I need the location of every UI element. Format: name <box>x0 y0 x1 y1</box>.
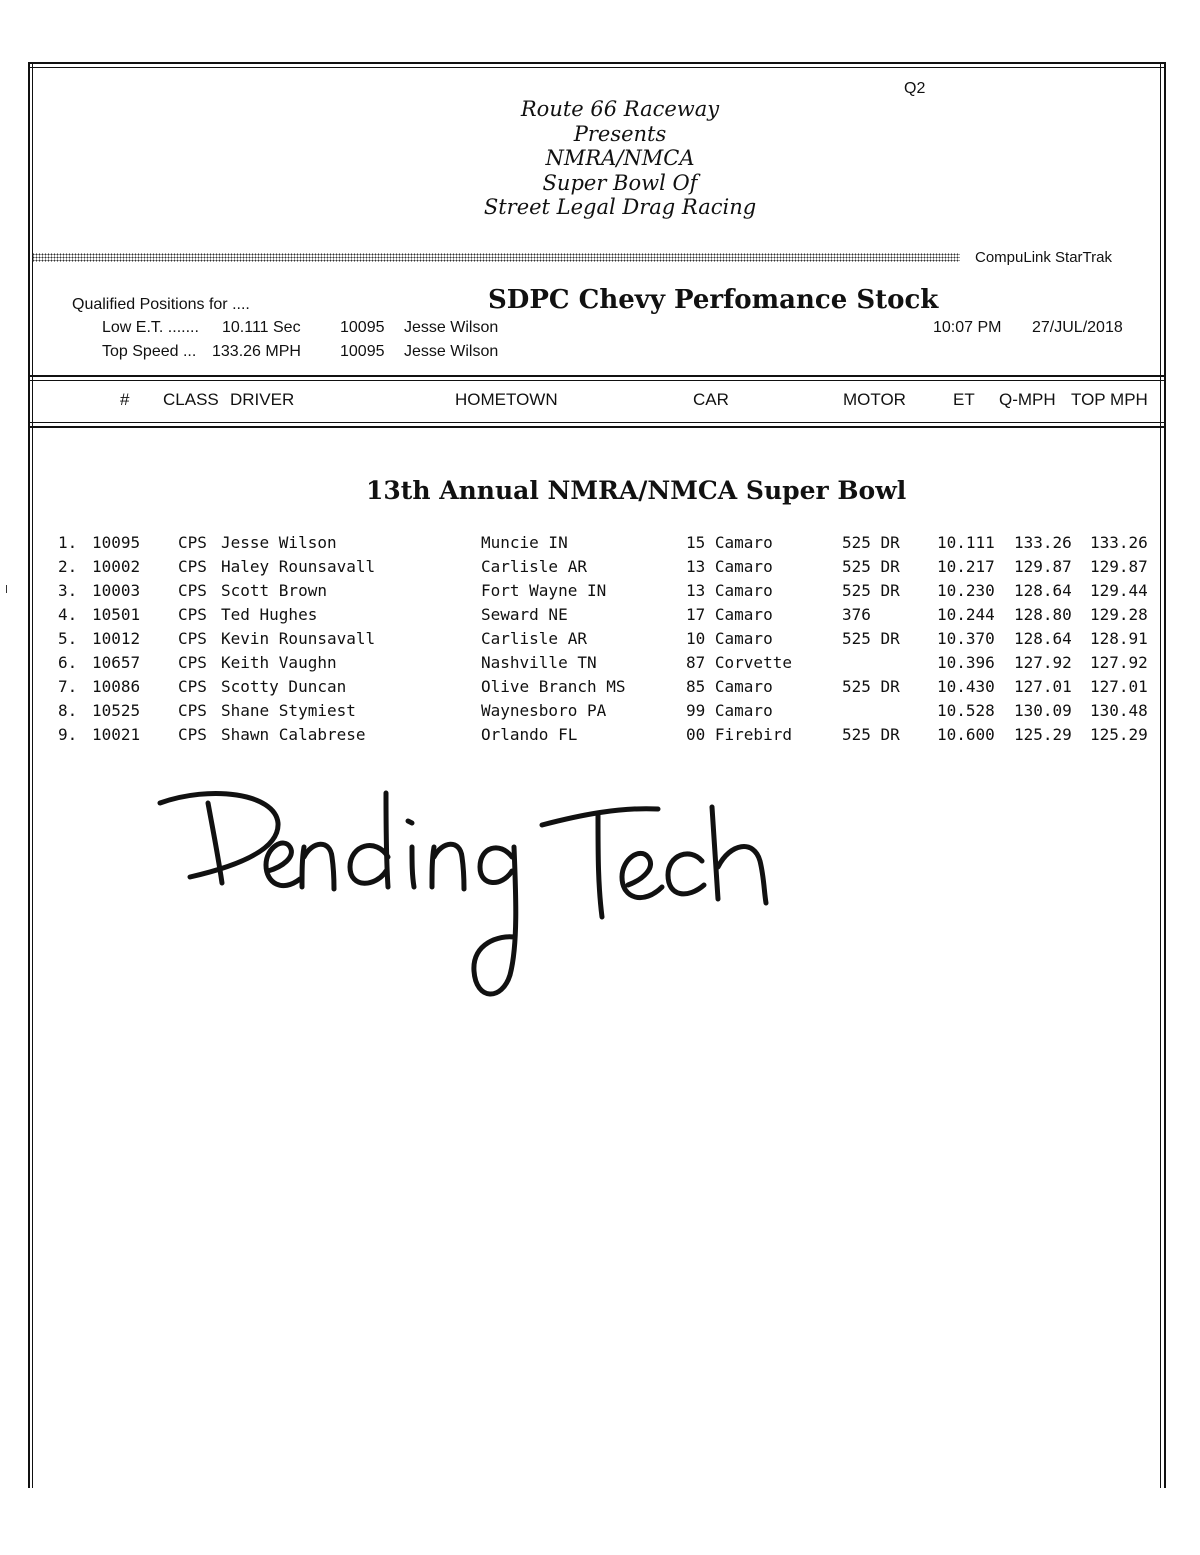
cell-pos: 2. <box>58 557 78 576</box>
cell-car: 85 Camaro <box>686 677 773 696</box>
cell-et: 10.528 <box>937 701 995 720</box>
cell-driver: Shane Stymiest <box>221 701 356 720</box>
cell-car: 13 Camaro <box>686 557 773 576</box>
header-rule <box>28 426 1166 428</box>
cell-et: 10.230 <box>937 581 995 600</box>
cell-qmph: 125.29 <box>1014 725 1072 744</box>
cell-hometown: Orlando FL <box>481 725 578 744</box>
cell-top-mph: 125.29 <box>1090 725 1148 744</box>
cell-hometown: Fort Wayne IN <box>481 581 607 600</box>
cell-pos: 3. <box>58 581 78 600</box>
cell-car: 87 Corvette <box>686 653 792 672</box>
cell-driver: Kevin Rounsavall <box>221 629 376 648</box>
cell-motor: 525 DR <box>842 725 900 744</box>
cell-top-mph: 133.26 <box>1090 533 1148 552</box>
col-driver: DRIVER <box>230 390 295 409</box>
cell-num: 10095 <box>92 533 141 552</box>
cell-class: CPS <box>178 581 207 600</box>
frame-right-border <box>1164 62 1166 1488</box>
title-line: Route 66 Raceway <box>520 97 720 121</box>
frame-top-border-inner <box>28 67 1166 68</box>
low-et-value: 10.111 Sec <box>222 319 301 336</box>
cell-hometown: Olive Branch MS <box>481 677 626 696</box>
sheet-code: Q2 <box>904 80 926 97</box>
cell-num: 10003 <box>92 581 141 600</box>
cell-hometown: Nashville TN <box>481 653 597 672</box>
header-rule <box>28 422 1166 423</box>
cell-car: 15 Camaro <box>686 533 773 552</box>
cell-top-mph: 127.01 <box>1090 677 1148 696</box>
cell-motor: 525 DR <box>842 533 900 552</box>
report-time: 10:07 PM <box>933 319 1002 336</box>
top-speed-label: Top Speed ... <box>102 343 197 360</box>
cell-class: CPS <box>178 629 207 648</box>
event-title-block <box>400 97 840 220</box>
cell-driver: Ted Hughes <box>221 605 318 624</box>
cell-hometown: Seward NE <box>481 605 568 624</box>
cell-top-mph: 129.87 <box>1090 557 1148 576</box>
cell-pos: 4. <box>58 605 78 624</box>
cell-qmph: 128.64 <box>1014 581 1072 600</box>
cell-driver: Keith Vaughn <box>221 653 337 672</box>
cell-num: 10525 <box>92 701 141 720</box>
header-rule <box>28 375 1166 377</box>
report-date: 27/JUL/2018 <box>1032 319 1123 336</box>
top-speed-number: 10095 <box>340 343 385 360</box>
cell-et: 10.430 <box>937 677 995 696</box>
cell-class: CPS <box>178 605 207 624</box>
col-qmph: Q-MPH <box>999 390 1056 409</box>
cell-num: 10657 <box>92 653 141 672</box>
cell-qmph: 130.09 <box>1014 701 1072 720</box>
qualified-label: Qualified Positions for .... <box>72 296 250 313</box>
col-et: ET <box>953 390 975 409</box>
cell-qmph: 128.64 <box>1014 629 1072 648</box>
margin-mark <box>6 585 7 593</box>
cell-num: 10021 <box>92 725 141 744</box>
cell-driver: Shawn Calabrese <box>221 725 366 744</box>
cell-class: CPS <box>178 653 207 672</box>
cell-driver: Jesse Wilson <box>221 533 337 552</box>
cell-qmph: 133.26 <box>1014 533 1072 552</box>
cell-pos: 5. <box>58 629 78 648</box>
cell-driver: Haley Rounsavall <box>221 557 376 576</box>
cell-car: 17 Camaro <box>686 605 773 624</box>
cell-car: 13 Camaro <box>686 581 773 600</box>
cell-motor: 525 DR <box>842 629 900 648</box>
cell-car: 99 Camaro <box>686 701 773 720</box>
cell-pos: 8. <box>58 701 78 720</box>
title-line: Presents <box>573 121 667 146</box>
cell-class: CPS <box>178 701 207 720</box>
frame-left-border <box>28 62 30 1488</box>
cell-et: 10.217 <box>937 557 995 576</box>
cell-qmph: 129.87 <box>1014 557 1072 576</box>
low-et-label: Low E.T. ....... <box>102 319 199 336</box>
cell-pos: 7. <box>58 677 78 696</box>
cell-top-mph: 130.48 <box>1090 701 1148 720</box>
cell-motor: 376 <box>842 605 871 624</box>
cell-hometown: Waynesboro PA <box>481 701 607 720</box>
cell-motor: 525 DR <box>842 581 900 600</box>
header-rule <box>28 380 1166 381</box>
col-class: CLASS <box>163 390 219 409</box>
col-car: CAR <box>693 390 729 409</box>
title-line: NMRA/NMCA <box>545 146 695 170</box>
software-label: CompuLink StarTrak <box>975 249 1112 266</box>
cell-class: CPS <box>178 725 207 744</box>
frame-left-border-inner <box>32 62 33 1488</box>
cell-et: 10.600 <box>937 725 995 744</box>
dotted-separator <box>32 253 960 262</box>
cell-pos: 1. <box>58 533 78 552</box>
cell-et: 10.244 <box>937 605 995 624</box>
cell-top-mph: 128.91 <box>1090 629 1148 648</box>
low-et-driver: Jesse Wilson <box>404 319 499 336</box>
frame-right-border-inner <box>1160 62 1161 1488</box>
handwritten-note <box>150 775 790 1019</box>
cell-hometown: Muncie IN <box>481 533 568 552</box>
cell-et: 10.370 <box>937 629 995 648</box>
class-title: SDPC Chevy Perfomance Stock <box>488 285 939 315</box>
cell-car: 00 Firebird <box>686 725 792 744</box>
cell-class: CPS <box>178 677 207 696</box>
col-top-mph: TOP MPH <box>1071 390 1148 409</box>
cell-top-mph: 129.44 <box>1090 581 1148 600</box>
cell-driver: Scott Brown <box>221 581 327 600</box>
top-speed-value: 133.26 MPH <box>212 343 301 360</box>
cell-hometown: Carlisle AR <box>481 557 587 576</box>
title-line: Street Legal Drag Racing <box>483 195 757 219</box>
cell-hometown: Carlisle AR <box>481 629 587 648</box>
cell-motor: 525 DR <box>842 677 900 696</box>
cell-top-mph: 127.92 <box>1090 653 1148 672</box>
cell-pos: 6. <box>58 653 78 672</box>
cell-num: 10501 <box>92 605 141 624</box>
event-title: 13th Annual NMRA/NMCA Super Bowl <box>366 476 907 505</box>
cell-qmph: 128.80 <box>1014 605 1072 624</box>
col-hometown: HOMETOWN <box>455 390 558 409</box>
cell-class: CPS <box>178 557 207 576</box>
cell-num: 10002 <box>92 557 141 576</box>
cell-num: 10012 <box>92 629 141 648</box>
cell-et: 10.396 <box>937 653 995 672</box>
top-speed-driver: Jesse Wilson <box>404 343 499 360</box>
col-num: # <box>120 390 130 409</box>
cell-class: CPS <box>178 533 207 552</box>
cell-num: 10086 <box>92 677 141 696</box>
cell-motor: 525 DR <box>842 557 900 576</box>
low-et-number: 10095 <box>340 319 385 336</box>
cell-top-mph: 129.28 <box>1090 605 1148 624</box>
cell-driver: Scotty Duncan <box>221 677 347 696</box>
cell-qmph: 127.92 <box>1014 653 1072 672</box>
title-line: Super Bowl Of <box>542 170 698 195</box>
frame-top-border <box>28 62 1166 64</box>
cell-qmph: 127.01 <box>1014 677 1072 696</box>
pending-tech-handwriting <box>150 775 790 1015</box>
col-motor: MOTOR <box>843 390 906 409</box>
cell-pos: 9. <box>58 725 78 744</box>
cell-car: 10 Camaro <box>686 629 773 648</box>
cell-et: 10.111 <box>937 533 995 552</box>
